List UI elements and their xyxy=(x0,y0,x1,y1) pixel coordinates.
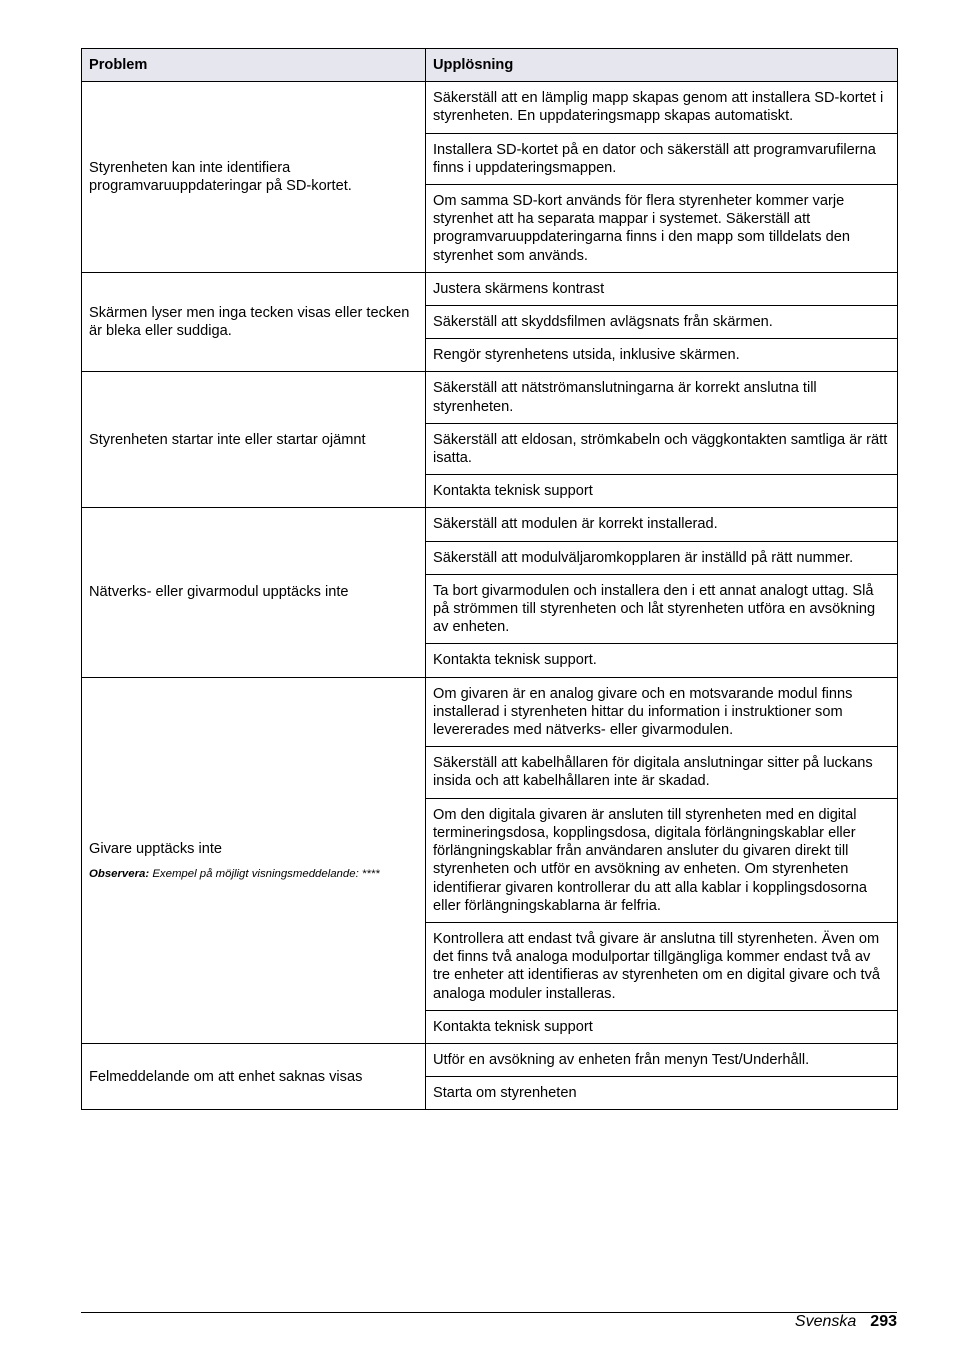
solution-cell: Om samma SD-kort används för flera styrenheter kommer varje styrenhet att ha separata mappar i systemet. Säkerställ att programvaruuppdateringarna finns i den mapp som tilldelats den styrenhet som används. xyxy=(426,185,898,273)
problem-cell: Styrenheten kan inte identifiera programvaruuppdateringar på SD-kortet. xyxy=(82,82,426,273)
solution-cell: Justera skärmens kontrast xyxy=(426,272,898,305)
table-row xyxy=(82,1043,898,1076)
solution-cell: Starta om styrenheten xyxy=(426,1077,898,1110)
solution-cell: Kontakta teknisk support xyxy=(426,475,898,508)
solution-cell: Säkerställ att nätströmanslutningarna är korrekt anslutna till styrenheten. xyxy=(426,372,898,423)
footer-divider xyxy=(81,1312,897,1313)
solution-cell: Om den digitala givaren är ansluten till styrenheten med en digital termineringsdosa, kopplingsdosa, digitala förlängningskablar eller förlängningskablar från användaren ansluter du givaren direkt till styrenheten och utför en avsökning av enheten. Om styrenheten identifierar givaren kontrollerar du att alla kablar i kopplingsdosorna eller förlängningskablarna är felfria. xyxy=(426,798,898,922)
note-text: Exempel på möjligt visningsmeddelande: **** xyxy=(149,867,380,880)
problem-cell: Nätverks- eller givarmodul upptäcks inte xyxy=(82,508,426,677)
solution-cell: Om givaren är en analog givare och en motsvarande modul finns installerad i styrenheten hittar du information i instruktioner som levererades med nätverks- eller givarmodulen. xyxy=(426,677,898,747)
footer-language: Svenska xyxy=(794,1313,857,1330)
page-footer xyxy=(795,1312,897,1332)
table-row xyxy=(82,272,898,305)
problem-cell: Skärmen lyser men inga tecken visas eller tecken är bleka eller suddiga. xyxy=(82,272,426,372)
table-row xyxy=(82,82,898,133)
table-header-row xyxy=(82,49,898,82)
solution-cell: Säkerställ att modulväljaromkopplaren är inställd på rätt nummer. xyxy=(426,541,898,574)
solution-cell: Kontakta teknisk support. xyxy=(426,644,898,677)
page-number: 293 xyxy=(870,1313,897,1330)
solution-cell: Kontakta teknisk support xyxy=(426,1010,898,1043)
solution-cell: Säkerställ att kabelhållaren för digitala anslutningar sitter på luckans insida och att kabelhållaren inte är skadad. xyxy=(426,747,898,798)
table-row xyxy=(82,508,898,541)
troubleshooting-table xyxy=(81,48,898,1110)
table-row xyxy=(82,677,898,747)
note-label: Observera: xyxy=(89,867,150,880)
solution-cell: Säkerställ att eldosan, strömkabeln och väggkontakten samtliga är rätt isatta. xyxy=(426,423,898,474)
table-row xyxy=(82,372,898,423)
solution-cell: Säkerställ att modulen är korrekt installerad. xyxy=(426,508,898,541)
problem-cell: Felmeddelande om att enhet saknas visas xyxy=(82,1043,426,1109)
solution-cell: Säkerställ att skyddsfilmen avlägsnats från skärmen. xyxy=(426,306,898,339)
solution-cell: Installera SD-kortet på en dator och säkerställ att programvarufilerna finns i uppdateringsmappen. xyxy=(426,133,898,184)
problem-text: Givare upptäcks inte xyxy=(89,840,223,857)
header-solution: Upplösning xyxy=(426,49,898,82)
solution-cell: Säkerställ att en lämplig mapp skapas genom att installera SD-kortet i styrenheten. En uppdateringsmapp skapas automatiskt. xyxy=(426,82,898,133)
solution-cell: Ta bort givarmodulen och installera den i ett annat analogt uttag. Slå på strömmen till styrenheten och låt styrenheten utföra en avsökning av enheten. xyxy=(426,574,898,644)
problem-cell xyxy=(82,677,426,1043)
header-problem: Problem xyxy=(82,49,426,82)
note xyxy=(89,867,418,881)
problem-cell: Styrenheten startar inte eller startar ojämnt xyxy=(82,372,426,508)
solution-cell: Rengör styrenhetens utsida, inklusive skärmen. xyxy=(426,339,898,372)
solution-cell: Kontrollera att endast två givare är anslutna till styrenheten. Även om det finns två analoga modulportar tillgängliga kommer endast två av tre enheter att identifieras av styrenheten om en digital givare och två analoga moduler installeras. xyxy=(426,922,898,1010)
solution-cell: Utför en avsökning av enheten från menyn Test/Underhåll. xyxy=(426,1043,898,1076)
